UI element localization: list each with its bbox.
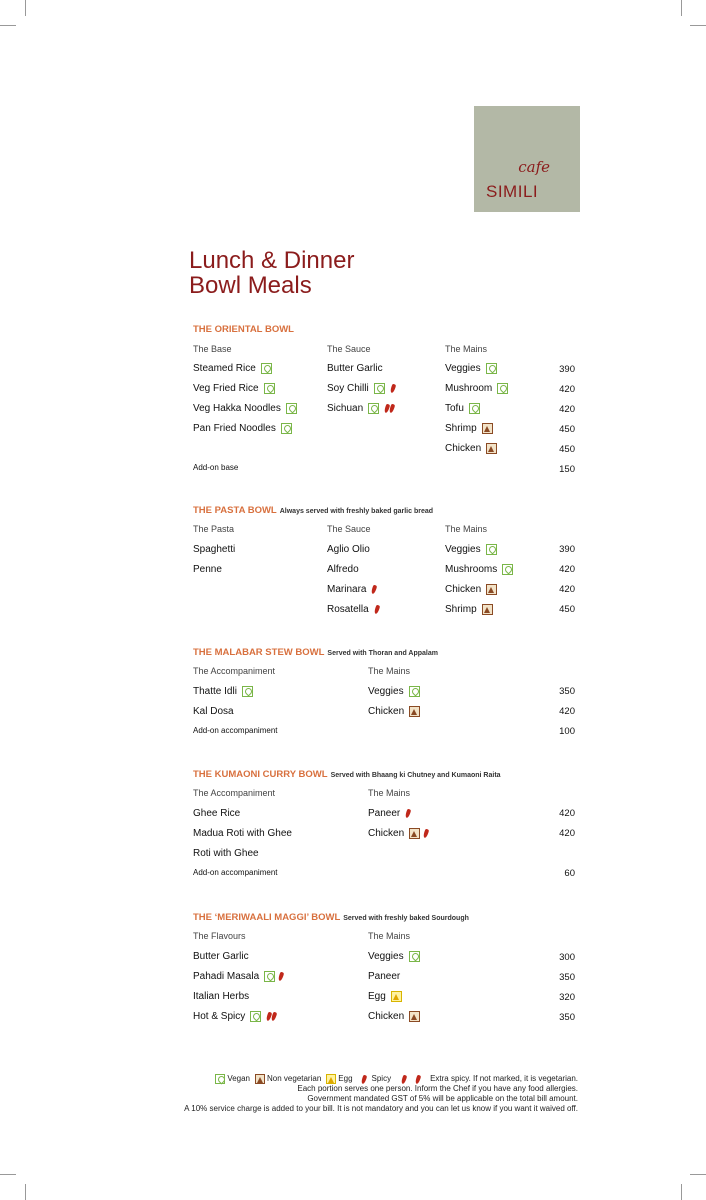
price: 420 bbox=[559, 384, 575, 395]
cafe-logo bbox=[474, 106, 580, 212]
menu-item: Paneer bbox=[368, 808, 410, 819]
addon-label: Add-on base bbox=[193, 463, 239, 472]
vegan-leaf-icon bbox=[374, 383, 385, 394]
menu-item: Roti with Ghee bbox=[193, 848, 259, 859]
logo-script-text: cafe bbox=[518, 158, 550, 176]
column-header-sauce: The Sauce bbox=[327, 524, 371, 534]
price: 300 bbox=[559, 952, 575, 963]
vegan-leaf-icon bbox=[409, 951, 420, 962]
price: 420 bbox=[559, 584, 575, 595]
price: 350 bbox=[559, 686, 575, 697]
price: 350 bbox=[559, 1012, 575, 1023]
column-header-mains: The Mains bbox=[368, 931, 411, 941]
egg-triangle-icon bbox=[326, 1074, 336, 1084]
menu-item: Madua Roti with Ghee bbox=[193, 828, 292, 839]
menu-item: Chicken bbox=[368, 828, 428, 839]
vegan-leaf-icon bbox=[215, 1074, 225, 1084]
section-heading-kumaoni: THE KUMAONI CURRY BOWL Served with Bhaang ki Chutney and Kumaoni Raita bbox=[193, 769, 501, 780]
menu-item: Marinara bbox=[327, 584, 376, 595]
chili-icon bbox=[373, 605, 380, 615]
crop-mark bbox=[0, 1174, 16, 1175]
menu-item: Chicken bbox=[445, 584, 497, 595]
logo-name: SIMILI bbox=[486, 182, 539, 201]
legend-egg: Egg bbox=[338, 1074, 353, 1083]
double-chili-icon bbox=[398, 1075, 426, 1084]
vegan-leaf-icon bbox=[286, 403, 297, 414]
non-veg-triangle-icon bbox=[409, 706, 420, 717]
column-header-flavours: The Flavours bbox=[193, 931, 246, 941]
column-header-mains: The Mains bbox=[368, 788, 411, 798]
menu-item: Paneer bbox=[368, 971, 401, 982]
section-subtitle: Served with freshly baked Sourdough bbox=[343, 915, 469, 922]
price: 450 bbox=[559, 424, 575, 435]
double-chili-icon bbox=[384, 404, 394, 413]
menu-item: Alfredo bbox=[327, 564, 359, 575]
section-subtitle: Served with Thoran and Appalam bbox=[327, 650, 438, 657]
section-heading-oriental: THE ORIENTAL BOWL bbox=[193, 324, 294, 335]
double-chili-icon bbox=[266, 1012, 276, 1021]
non-veg-triangle-icon bbox=[482, 423, 493, 434]
menu-item: Veggies bbox=[368, 686, 420, 697]
menu-item: Thatte Idli bbox=[193, 686, 253, 697]
price: 420 bbox=[559, 808, 575, 819]
vegan-leaf-icon bbox=[264, 971, 275, 982]
page-title bbox=[189, 248, 354, 298]
menu-item: Pan Fried Noodles bbox=[193, 423, 292, 434]
menu-item: Mushrooms bbox=[445, 564, 513, 575]
title-line-1: Lunch & Dinner bbox=[189, 247, 355, 274]
menu-item: Shrimp bbox=[445, 604, 493, 615]
non-veg-triangle-icon bbox=[486, 584, 497, 595]
price: 450 bbox=[559, 444, 575, 455]
section-subtitle: Always served with freshly baked garlic bread bbox=[279, 508, 434, 515]
vegan-leaf-icon bbox=[486, 544, 497, 555]
non-veg-triangle-icon bbox=[255, 1074, 265, 1084]
price: 390 bbox=[559, 544, 575, 555]
crop-mark bbox=[690, 1174, 706, 1175]
chili-icon bbox=[423, 829, 430, 839]
vegan-leaf-icon bbox=[242, 686, 253, 697]
footer-note-service: A 10% service charge is added to your bill. It is not mandatory and you can let us know if you want it waived off. bbox=[184, 1104, 578, 1113]
menu-item: Rosatella bbox=[327, 604, 379, 615]
menu-item: Mushroom bbox=[445, 383, 508, 394]
vegan-leaf-icon bbox=[250, 1011, 261, 1022]
crop-mark bbox=[25, 0, 26, 16]
price: 390 bbox=[559, 364, 575, 375]
vegan-leaf-icon bbox=[281, 423, 292, 434]
egg-triangle-icon bbox=[391, 991, 402, 1002]
vegan-leaf-icon bbox=[261, 363, 272, 374]
legend-spicy: Spicy bbox=[371, 1074, 392, 1083]
column-header-base: The Base bbox=[193, 344, 232, 354]
menu-item: Penne bbox=[193, 564, 222, 575]
chili-icon bbox=[389, 384, 396, 394]
addon-price: 60 bbox=[564, 868, 575, 879]
menu-item: Aglio Olio bbox=[327, 544, 370, 555]
vegan-leaf-icon bbox=[368, 403, 379, 414]
column-header-sauce: The Sauce bbox=[327, 344, 371, 354]
non-veg-triangle-icon bbox=[482, 604, 493, 615]
vegan-leaf-icon bbox=[486, 363, 497, 374]
crop-mark bbox=[681, 0, 682, 16]
menu-item: Sichuan bbox=[327, 403, 394, 414]
menu-item: Egg bbox=[368, 991, 402, 1002]
legend-footer bbox=[184, 1074, 578, 1114]
price: 420 bbox=[559, 706, 575, 717]
vegan-leaf-icon bbox=[502, 564, 513, 575]
footer-note-portion: Each portion serves one person. Inform the Chef if you have any food allergies. bbox=[297, 1084, 578, 1093]
price: 320 bbox=[559, 992, 575, 1003]
non-veg-triangle-icon bbox=[409, 828, 420, 839]
legend-vegan: Vegan bbox=[227, 1074, 251, 1083]
crop-mark bbox=[25, 1184, 26, 1200]
menu-item: Ghee Rice bbox=[193, 808, 241, 819]
menu-item: Veg Hakka Noodles bbox=[193, 403, 297, 414]
footer-note-gst: Government mandated GST of 5% will be applicable on the total bill amount. bbox=[307, 1094, 578, 1103]
menu-item: Kal Dosa bbox=[193, 706, 234, 717]
addon-label: Add-on accompaniment bbox=[193, 726, 278, 735]
column-header-mains: The Mains bbox=[368, 666, 411, 676]
price: 420 bbox=[559, 564, 575, 575]
menu-item: Spaghetti bbox=[193, 544, 236, 555]
price: 420 bbox=[559, 404, 575, 415]
price: 350 bbox=[559, 972, 575, 983]
legend-extra-spicy: Extra spicy. If not marked, it is vegetarian. bbox=[430, 1074, 578, 1083]
menu-item: Veggies bbox=[368, 951, 420, 962]
column-header-accompaniment: The Accompaniment bbox=[193, 666, 276, 676]
chili-icon bbox=[371, 585, 378, 595]
vegan-leaf-icon bbox=[264, 383, 275, 394]
chili-icon bbox=[278, 972, 285, 982]
menu-item: Italian Herbs bbox=[193, 991, 250, 1002]
column-header-mains: The Mains bbox=[445, 524, 488, 534]
menu-item: Soy Chilli bbox=[327, 383, 395, 394]
title-line-2: Bowl Meals bbox=[189, 272, 312, 299]
non-veg-triangle-icon bbox=[409, 1011, 420, 1022]
menu-item: Veggies bbox=[445, 363, 497, 374]
legend-row bbox=[184, 1074, 578, 1084]
menu-item: Chicken bbox=[368, 1011, 420, 1022]
section-heading-pasta: THE PASTA BOWL Always served with freshly baked garlic bread bbox=[193, 505, 434, 516]
column-header-mains: The Mains bbox=[445, 344, 488, 354]
menu-item: Steamed Rice bbox=[193, 363, 272, 374]
addon-price: 100 bbox=[559, 726, 575, 737]
menu-item: Tofu bbox=[445, 403, 480, 414]
price: 450 bbox=[559, 604, 575, 615]
vegan-leaf-icon bbox=[469, 403, 480, 414]
section-heading-maggi: THE ‘MERIWAALI MAGGI’ BOWL Served with freshly baked Sourdough bbox=[193, 912, 469, 923]
menu-item: Shrimp bbox=[445, 423, 493, 434]
chili-icon bbox=[405, 809, 412, 819]
section-heading-malabar: THE MALABAR STEW BOWL Served with Thoran and Appalam bbox=[193, 647, 438, 658]
menu-item: Chicken bbox=[368, 706, 420, 717]
crop-mark bbox=[690, 25, 706, 26]
menu-item: Pahadi Masala bbox=[193, 971, 283, 982]
price: 420 bbox=[559, 828, 575, 839]
crop-mark bbox=[0, 25, 16, 26]
addon-label: Add-on accompaniment bbox=[193, 868, 278, 877]
column-header-pasta: The Pasta bbox=[193, 524, 235, 534]
menu-item: Butter Garlic bbox=[327, 363, 383, 374]
vegan-leaf-icon bbox=[497, 383, 508, 394]
section-subtitle: Served with Bhaang ki Chutney and Kumaoni Raita bbox=[330, 772, 501, 779]
menu-item: Veg Fried Rice bbox=[193, 383, 275, 394]
addon-price: 150 bbox=[559, 464, 575, 475]
menu-item: Veggies bbox=[445, 544, 497, 555]
non-veg-triangle-icon bbox=[486, 443, 497, 454]
chili-icon bbox=[360, 1074, 367, 1084]
crop-mark bbox=[681, 1184, 682, 1200]
legend-nonveg: Non vegetarian bbox=[267, 1074, 322, 1083]
menu-item: Butter Garlic bbox=[193, 951, 249, 962]
vegan-leaf-icon bbox=[409, 686, 420, 697]
menu-item: Chicken bbox=[445, 443, 497, 454]
menu-item: Hot & Spicy bbox=[193, 1011, 276, 1022]
column-header-accompaniment: The Accompaniment bbox=[193, 788, 276, 798]
